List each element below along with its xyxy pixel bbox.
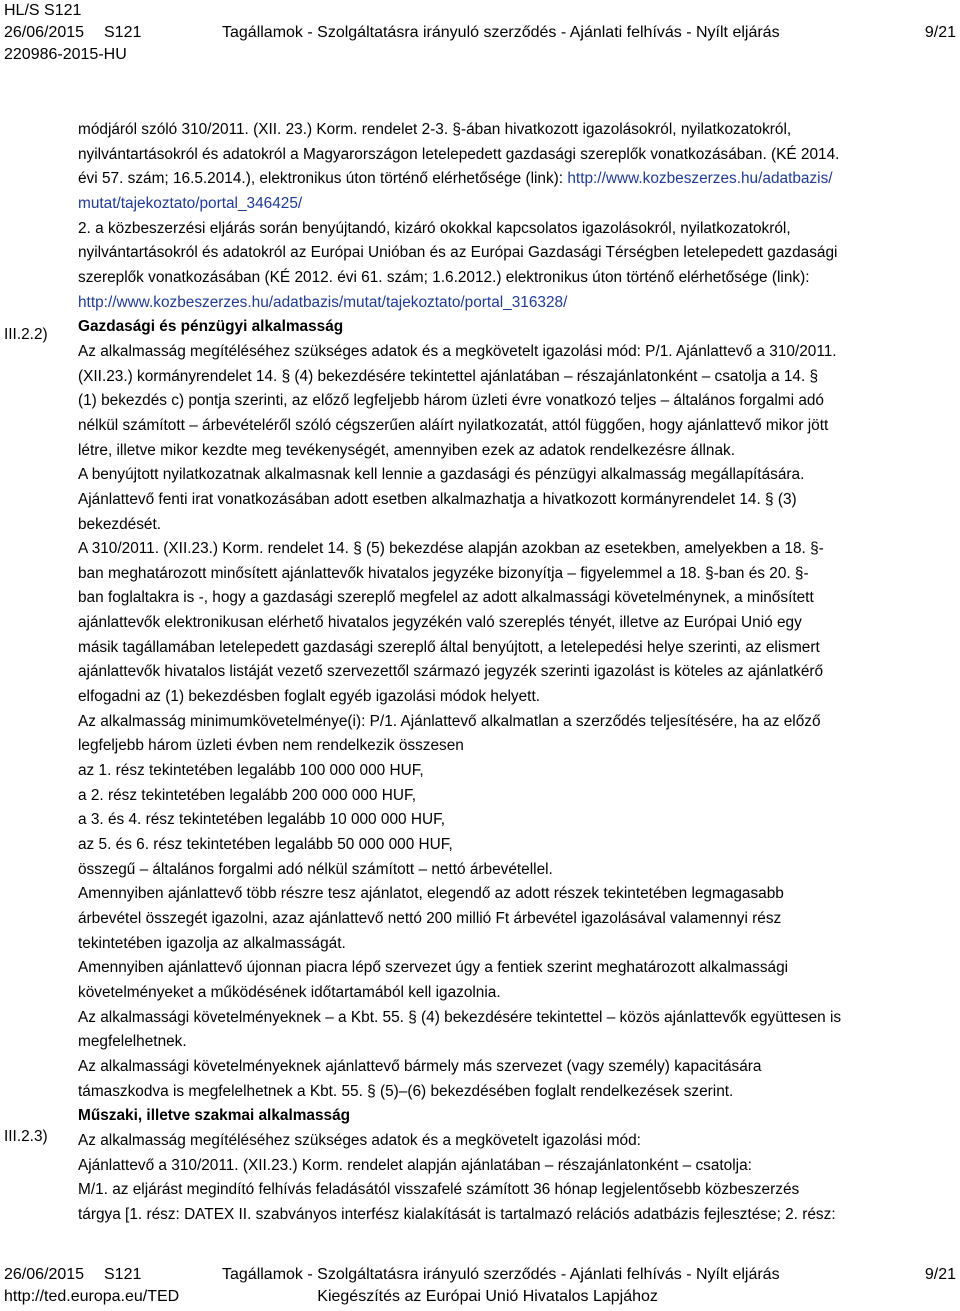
text-line: (1) bekezdés c) pontja szerinti, az előző legfeljebb három üzleti évre vonatkozó teljes – általános forgalmi adó [78, 392, 824, 410]
document-body [78, 118, 958, 1228]
text-line: követelményeket a működésének időtartamából kell igazolnia. [78, 983, 501, 1001]
doc-reference: 220986-2015-HU [4, 46, 127, 63]
text-line: ban foglaltakra is -, hogy a gazdasági szereplő megfelel az adott alkalmassági követelménynek, a minősített [78, 589, 814, 607]
footer-series: S121 [104, 1266, 142, 1283]
section-technical-text [78, 1129, 958, 1228]
header-date: 26/06/2015 [4, 24, 85, 41]
footer-row [4, 1264, 956, 1286]
header-row [4, 22, 956, 44]
text-line: Az alkalmasság megítéléséhez szükséges adatok és a megkövetelt igazolási mód: [78, 1131, 641, 1149]
text-line: ajánlattevők elektronikusan elérhető hivatalos jegyzékén való szereplés tényét, illetve az Európai Unió egy [78, 614, 802, 632]
section-title-financial: Gazdasági és pénzügyi alkalmasság [78, 318, 344, 336]
section-number-iii-2-2: III.2.2) [4, 326, 48, 343]
header-page-number: 9/21 [924, 24, 956, 41]
text-line: Amennyiben ajánlattevő újonnan piacra lépő szervezet úgy a fentiek szerint meghatározott alkalmassági [78, 959, 789, 977]
text-line: támaszkodva is megfelelhetnek a Kbt. 55. § (5)–(6) bekezdésében foglalt rendelkezések szerint. [78, 1082, 734, 1100]
text-line: Az alkalmassági követelményeknek – a Kbt. 55. § (4) bekezdésére tekintettel – közös ajánlattevők együttesen is [78, 1008, 842, 1026]
footer-page-number: 9/21 [924, 1266, 956, 1283]
text-line: az 5. és 6. rész tekintetében legalább 50 000 000 HUF, [78, 836, 453, 854]
text-line: ban meghatározott minősített ajánlattevők hivatalos jegyzéke bizonyítja – figyelemmel a 18. §-ban és 20. §- [78, 564, 809, 582]
text-line: Ajánlattevő a 310/2011. (XII.23.) Korm. rendelet alapján ajánlatában – részajánlatonként – csatolja: [78, 1156, 752, 1174]
portal-link-346425[interactable]: http://www.kozbeszerzes.hu/adatbazis/ [567, 170, 833, 188]
portal-link-346425-cont[interactable]: mutat/tajekoztato/portal_346425/ [78, 194, 303, 212]
text-line: Az alkalmasság megítéléséhez szükséges adatok és a megkövetelt igazolási mód: P/1. Ajánlattevő a 310/2011. [78, 342, 837, 360]
text-line: megfelelhetnek. [78, 1033, 187, 1051]
text-line: legfeljebb három üzleti évben nem rendelkezik összesen [78, 737, 464, 755]
text-line: bekezdését. [78, 515, 161, 533]
text-line: tekintetében igazolja az alkalmasságát. [78, 934, 346, 952]
text-line: a 3. és 4. rész tekintetében legalább 10 000 000 HUF, [78, 811, 446, 829]
section-number-iii-2-3: III.2.3) [4, 1128, 48, 1145]
text-line: tárgya [1. rész: DATEX II. szabványos interfész kialakítását is tartalmazó relációs adatbázis fejlesztése; 2. rész: [78, 1205, 836, 1223]
text-line: az 1. rész tekintetében legalább 100 000 000 HUF, [78, 762, 424, 780]
text-line: Ajánlattevő fenti irat vonatkozásában adott esetben alkalmazhatja a hivatkozott kormányrendelet 14. § (3) [78, 490, 797, 508]
text-line: (XII.23.) kormányrendelet 14. § (4) bekezdésére tekintettel ajánlatában – részajánlatonként – csatolja a 14. § [78, 367, 819, 385]
footer-title: Tagállamok - Szolgáltatásra irányuló szerződés - Ajánlati felhívás - Nyílt eljárás [222, 1266, 780, 1283]
page-footer [4, 1264, 956, 1308]
text-line: A benyújtott nyilatkozatnak alkalmasnak kell lennie a gazdasági és pénzügyi alkalmasság megállapítására. [78, 466, 805, 484]
intro-line [78, 167, 958, 192]
intro-line: módjáról szóló 310/2011. (XII. 23.) Korm. rendelet 2-3. §-ában hivatkozott igazolásokról, nyilatkozatokról, [78, 121, 792, 138]
header-title: Tagállamok - Szolgáltatásra irányuló szerződés - Ajánlati felhívás - Nyílt eljárás [222, 24, 780, 41]
text-line: másik tagállamában letelepedett gazdasági szereplő által benyújtott, a letelepedési helye szerinti, az elismert [78, 638, 820, 656]
text-line: összegű – általános forgalmi adó nélkül számított – nettó árbevétellel. [78, 860, 553, 878]
intro-line [78, 291, 958, 316]
doc-code: HL/S S121 [4, 2, 82, 19]
text-line: ajánlattevők hivatalos listáját vezető szervezettől származó jegyzék szerinti igazolást is köteles az ajánlatkérő [78, 663, 824, 681]
section-title-technical: Műszaki, illetve szakmai alkalmasság [78, 1107, 351, 1125]
intro-line: nyilvántartásokról és adatokról az Európai Unióban és az Európai Gazdasági Térségben letelepedett gazdasági [78, 244, 838, 262]
text-line: Az alkalmasság minimumkövetelménye(i): P/1. Ajánlattevő alkalmatlan a szerződés teljesítésére, ha az előző [78, 712, 821, 730]
text-line: Amennyiben ajánlattevő több részre tesz ajánlatot, elegendő az adott részek tekintetében legmagasabb [78, 885, 784, 903]
header-series: S121 [104, 24, 142, 41]
text-line: elfogadni az (1) bekezdésben foglalt egyéb igazolási módok helyett. [78, 688, 541, 706]
intro-text: évi 57. szám; 16.5.2014.), elektronikus úton történő elérhetősége (link): [78, 170, 568, 188]
text-line: A 310/2011. (XII.23.) Korm. rendelet 14. § (5) bekezdése alapján azokban az esetekben, amelyekben a 18. §- [78, 540, 824, 558]
footer-row-2 [4, 1286, 956, 1308]
section-financial-text [78, 340, 958, 1104]
footer-subtitle: Kiegészítés az Európai Unió Hivatalos Lapjához [317, 1288, 658, 1305]
text-line: Az alkalmassági követelményeknek ajánlattevő bármely más szervezet (vagy személy) kapacitására [78, 1057, 762, 1075]
intro-line: szereplők vonatkozásában (KÉ 2012. évi 61. szám; 1.6.2012.) elektronikus úton történő elérhetősége (link): [78, 268, 810, 286]
text-line: nélkül számított – árbevételéről szóló cégszerűen aláírt nyilatkozatát, attól függően, hogy ajánlattevő mikor jött [78, 416, 829, 434]
intro-line: nyilvántartásokról és adatokról a Magyarországon letelepedett gazdasági szereplők vonatkozásában. (KÉ 2014. [78, 145, 840, 163]
portal-link-316328[interactable]: http://www.kozbeszerzes.hu/adatbazis/mutat/tajekoztato/portal_316328/ [78, 293, 568, 311]
footer-url[interactable]: http://ted.europa.eu/TED [4, 1288, 180, 1305]
footer-date: 26/06/2015 [4, 1266, 85, 1283]
page-header [4, 0, 956, 66]
intro-line [78, 192, 958, 217]
intro-line: 2. a közbeszerzési eljárás során benyújtandó, kizáró okokkal kapcsolatos igazolásokról, nyilatkozatokról, [78, 219, 791, 237]
text-line: M/1. az eljárást megindító felhívás feladásától visszafelé számított 36 hónap legjelentősebb közbeszerzés [78, 1181, 800, 1199]
text-line: a 2. rész tekintetében legalább 200 000 000 HUF, [78, 786, 416, 804]
text-line: létre, illetve mikor kezdte meg tevékenységét, amennyiben ezek az adatok rendelkezésre állnak. [78, 441, 736, 459]
text-line: árbevétel összegét igazolni, azaz ajánlattevő nettó 200 millió Ft árbevétel igazolásával valamennyi rész [78, 910, 782, 927]
